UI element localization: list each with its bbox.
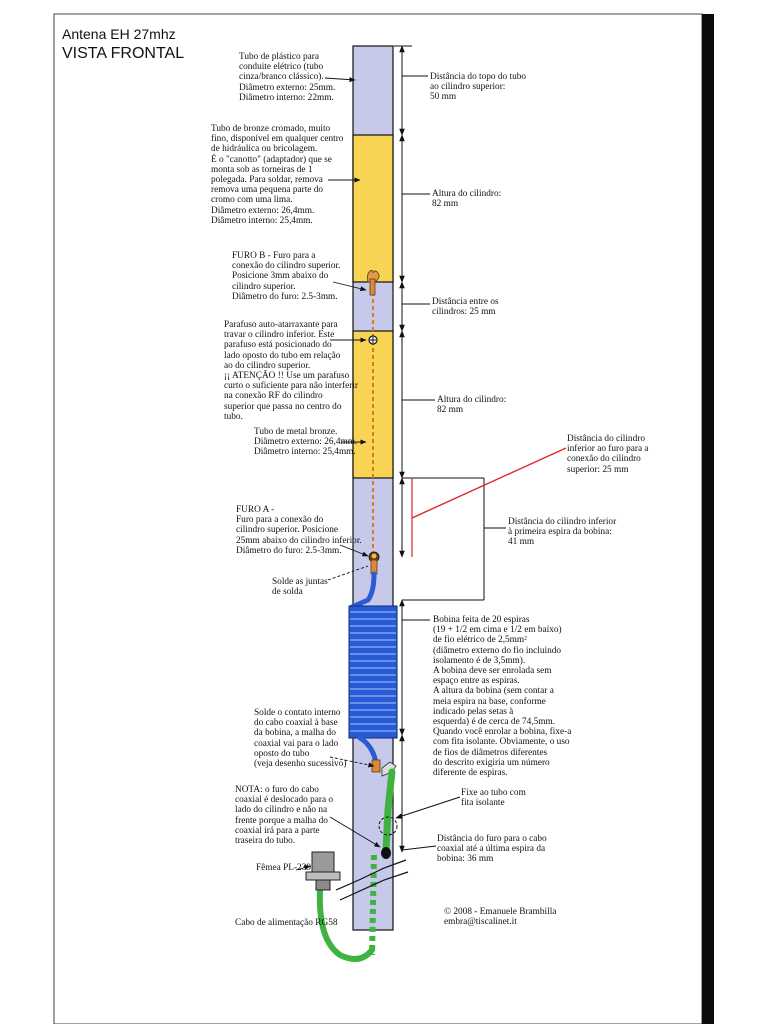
dim-label-cylinder-upper: Altura do cilindro: 82 mm: [432, 189, 502, 210]
label-bronze-tube: Tubo de bronze cromado, muito fino, disponível em qualquer centro de hidráulica ou bricolagem. É o "canotto" (adaptador) que se monta sob as torneiras de 1 polegada. Para soldar, remova remova uma pequena parte do cromo com uma lima. Diâmetro externo: 26,4mm. Diâmetro interno: 25,4mm.: [211, 124, 344, 226]
dim-label-hole-coax: Distância do furo para o cabo coaxial até a última espira da bobina: 36 mm: [437, 834, 547, 865]
label-coax-solder: Solde o contato interno do cabo coaxial à base da bobina, a malha do coaxial vai para o lado oposto do tubo (veja desenho sucessivo): [254, 708, 347, 770]
copyright: © 2008 - Emanuele Brambilla embra@tiscalinet.it: [444, 907, 557, 928]
upper-cylinder: [353, 135, 393, 282]
label-plastic-tube: Tubo de plástico para conduite elétrico (tubo cinza/branco clássico). Diâmetro externo: 25mm. Diâmetro interno: 22mm.: [239, 52, 336, 103]
diagram-title: Antena EH 27mhz: [62, 26, 176, 42]
right-dark-strip: [702, 14, 714, 1024]
coil: [349, 606, 397, 738]
dim-label-cylinder-lower: Altura do cilindro: 82 mm: [437, 395, 507, 416]
label-solder: Solde as juntas de solda: [272, 577, 328, 598]
label-furo-a: FURO A - Furo para a conexão do cilindro superior. Posicione 25mm abaixo do cilindro inferior. Diâmetro do furo: 2.5-3mm.: [236, 505, 362, 556]
dim-label-bobina: Bobina feita de 20 espiras (19 + 1/2 em cima e 1/2 em baixo) de fio elétrico de 2,5mm² (diâmetro externo do fio incluindo isolamento é de 3,5mm). A bobina deve ser enrolada sem espaço entre as espiras. A altura da bobina (sem contar a meia espira na base, conforme indicado pelas setas à esquerda) é de cerca de 74,5mm. Quando você enrolar a bobina, fixe-a com fita isolante. Obviamente, o uso de fios de diâmetros diferentes do descrito exigiria um número diferente de espiras.: [433, 615, 572, 779]
dim-label-hole: Distância do cilindro inferior ao furo para a conexão do cilindro superior: 25 mm: [567, 434, 649, 475]
label-furo-b: FURO B - Furo para a conexão do cilindro superior. Posicione 3mm abaixo do cilindro superior. Diâmetro do furo: 2.5-3mm.: [232, 251, 341, 302]
label-metal-tube: Tubo de metal bronze. Diâmetro externo: 26,4mm. Diâmetro interno: 25,4mm.: [254, 427, 358, 458]
dim-label-tape: Fixe ao tubo com fita isolante: [461, 788, 526, 809]
label-pl239: Fêmea PL-239: [256, 863, 311, 873]
screw-icon: [369, 336, 377, 344]
dim-label-gap: Distância entre os cilindros: 25 mm: [432, 297, 499, 318]
dim-label-coil-distance: Distância do cilindro inferior à primeira espira da bobina: 41 mm: [508, 517, 617, 548]
label-note: NOTA: o furo do cabo coaxial é deslocado para o lado do cilindro e não na frente porque a malha do coaxial irá para a parte traseira do tubo.: [235, 785, 334, 847]
label-rg58: Cabo de alimentação RG58: [235, 918, 338, 928]
diagram-subtitle: VISTA FRONTAL: [62, 45, 185, 62]
label-screw: Parafuso auto-atarraxante para travar o cilindro inferior. Este parafuso está posicionado do lado oposto do tubo em relação ao do cilindro superior. ¡¡ ATENÇÃO !! Use um parafuso curto o suficiente para não interferir na conexão RF do cilindro superior que passa no centro do tubo.: [224, 320, 358, 422]
dim-label-top: Distância do topo do tubo ao cilindro superior: 50 mm: [430, 72, 527, 103]
coax-hole-icon: [381, 847, 391, 859]
